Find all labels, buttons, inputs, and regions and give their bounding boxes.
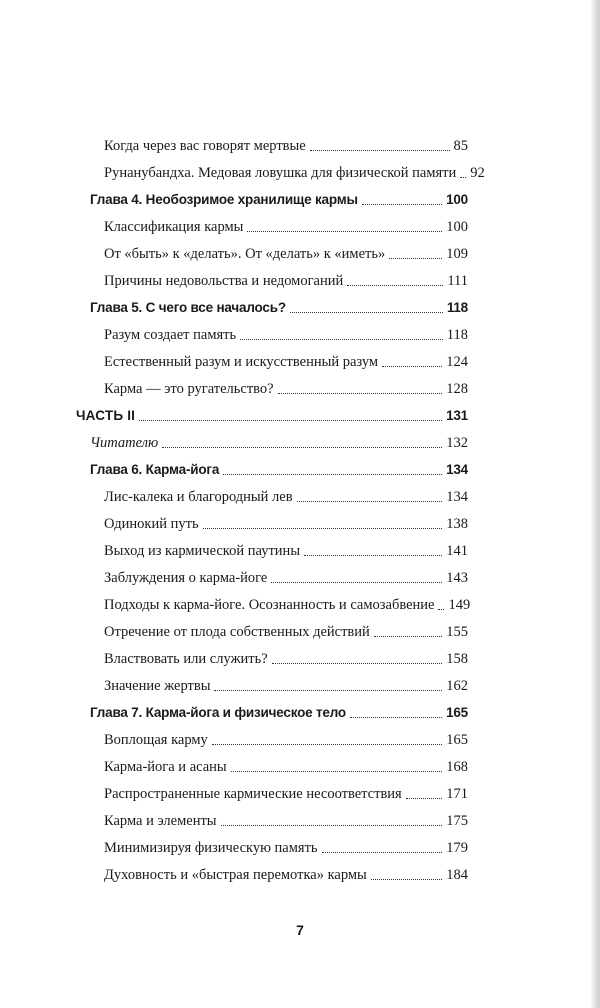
toc-entry-page: 171 [446, 786, 468, 802]
toc-entry-title: Глава 5. С чего все началось? [90, 300, 286, 315]
toc-entry-title: Карма — это ругательство? [104, 381, 274, 397]
dot-leader [347, 285, 443, 286]
toc-entry-page: 143 [446, 570, 468, 586]
dot-leader [231, 771, 443, 772]
toc-entry-title: Минимизируя физическую память [104, 840, 318, 856]
toc-entry-title: Глава 6. Карма-йога [90, 462, 220, 477]
toc-entry-page: 85 [453, 138, 468, 154]
dot-leader [371, 879, 442, 880]
toc-entry-page: 132 [446, 435, 468, 451]
toc-entry-title: Воплощая карму [104, 732, 208, 748]
toc-entry-chapter [0, 695, 600, 722]
dot-leader [460, 177, 466, 178]
toc-entry-title: Властвовать или служить? [104, 651, 268, 667]
dot-leader [139, 420, 442, 421]
dot-leader [304, 555, 442, 556]
toc-entry-title: Глава 4. Необозримое хранилище кармы [90, 192, 358, 207]
toc-entry-section [0, 344, 600, 371]
toc-entry-title: Читателю [90, 435, 159, 451]
dot-leader [297, 501, 443, 502]
toc-entry-section [0, 560, 600, 587]
toc-entry-page: 118 [446, 327, 468, 343]
toc-entry-page: 165 [446, 705, 468, 720]
toc-entry-section [0, 668, 600, 695]
toc-entry-section [0, 506, 600, 533]
toc-entry-section [0, 209, 600, 236]
toc-entry-section [0, 749, 600, 776]
toc-entry-title: Заблуждения о карма-йоге [104, 570, 268, 586]
dot-leader [322, 852, 443, 853]
toc-entry-section [0, 857, 600, 884]
dot-leader [212, 744, 442, 745]
toc-entry-section [0, 830, 600, 857]
toc-entry-page: 162 [446, 678, 468, 694]
toc-entry-page: 165 [446, 732, 468, 748]
toc-entry-title: Распространенные кармические несоответствия [104, 786, 402, 802]
toc-entry-page: 118 [446, 300, 468, 315]
toc-entry-title: Одинокий путь [104, 516, 199, 532]
dot-leader [389, 258, 442, 259]
dot-leader [203, 528, 443, 529]
page-number: 7 [296, 922, 304, 938]
toc-entry-section [0, 533, 600, 560]
toc-entry-section [0, 641, 600, 668]
toc-entry-page: 100 [446, 192, 468, 207]
dot-leader [272, 663, 443, 664]
toc-entry-page: 134 [446, 462, 468, 477]
toc-entry-section [0, 614, 600, 641]
toc-entry-section [0, 776, 600, 803]
toc-entry-title: Разум создает память [104, 327, 237, 343]
toc-entry-section [0, 155, 600, 182]
dot-leader [438, 609, 444, 610]
toc-entry-title: Подходы к карма-йоге. Осознанность и самозабвение [104, 597, 435, 613]
toc-entry-intro [0, 425, 600, 452]
dot-leader [240, 339, 443, 340]
toc-entry-section [0, 803, 600, 830]
dot-leader [310, 150, 450, 151]
toc-entry-page: 179 [446, 840, 468, 856]
toc-entry-title: Когда через вас говорят мертвые [104, 138, 306, 154]
toc-entry-section [0, 263, 600, 290]
toc-entry-title: Классификация кармы [104, 219, 244, 235]
table-of-contents [0, 128, 600, 884]
dot-leader [247, 231, 442, 232]
toc-entry-page: 149 [448, 597, 471, 613]
toc-entry-title: Естественный разум и искусственный разум [104, 354, 379, 370]
dot-leader [374, 636, 442, 637]
toc-entry-title: Выход из кармической паутины [104, 543, 301, 559]
toc-entry-part [0, 398, 600, 425]
toc-entry-page: 168 [446, 759, 468, 775]
dot-leader [382, 366, 442, 367]
toc-entry-page: 141 [446, 543, 468, 559]
toc-entry-title: Отречение от плода собственных действий [104, 624, 370, 640]
toc-entry-title: ЧАСТЬ II [76, 408, 136, 423]
toc-entry-page: 109 [446, 246, 468, 262]
toc-entry-page: 138 [446, 516, 468, 532]
toc-entry-page: 128 [446, 381, 468, 397]
dot-leader [221, 825, 443, 826]
toc-entry-page: 158 [446, 651, 468, 667]
toc-entry-page: 184 [446, 867, 468, 883]
dot-leader [278, 393, 443, 394]
toc-entry-page: 111 [447, 273, 468, 289]
toc-entry-title: Карма-йога и асаны [104, 759, 227, 775]
toc-entry-section [0, 587, 600, 614]
dot-leader [271, 582, 442, 583]
toc-entry-chapter [0, 290, 600, 317]
toc-entry-page: 155 [446, 624, 468, 640]
toc-entry-title: Духовность и «быстрая перемотка» кармы [104, 867, 367, 883]
toc-entry-section [0, 722, 600, 749]
dot-leader [162, 447, 442, 448]
dot-leader [362, 204, 442, 205]
toc-entry-section [0, 479, 600, 506]
toc-entry-page: 131 [446, 408, 468, 423]
toc-entry-page: 92 [470, 165, 485, 181]
toc-entry-title: От «быть» к «делать». От «делать» к «иметь» [104, 246, 386, 262]
dot-leader [350, 717, 442, 718]
dot-leader [223, 474, 442, 475]
toc-entry-chapter [0, 182, 600, 209]
toc-entry-section [0, 317, 600, 344]
toc-entry-title: Значение жертвы [104, 678, 211, 694]
toc-entry-title: Причины недовольства и недомоганий [104, 273, 344, 289]
toc-entry-title: Глава 7. Карма-йога и физическое тело [90, 705, 346, 720]
dot-leader [290, 312, 443, 313]
toc-entry-title: Рунанубандха. Медовая ловушка для физической памяти [104, 165, 457, 181]
toc-entry-section [0, 236, 600, 263]
toc-entry-page: 100 [446, 219, 468, 235]
dot-leader [214, 690, 442, 691]
toc-entry-page: 134 [446, 489, 468, 505]
toc-entry-chapter [0, 452, 600, 479]
toc-entry-page: 124 [446, 354, 468, 370]
toc-entry-page: 175 [446, 813, 468, 829]
toc-entry-section [0, 128, 600, 155]
toc-entry-title: Лис-калека и благородный лев [104, 489, 293, 505]
dot-leader [406, 798, 443, 799]
toc-entry-section [0, 371, 600, 398]
toc-entry-title: Карма и элементы [104, 813, 217, 829]
